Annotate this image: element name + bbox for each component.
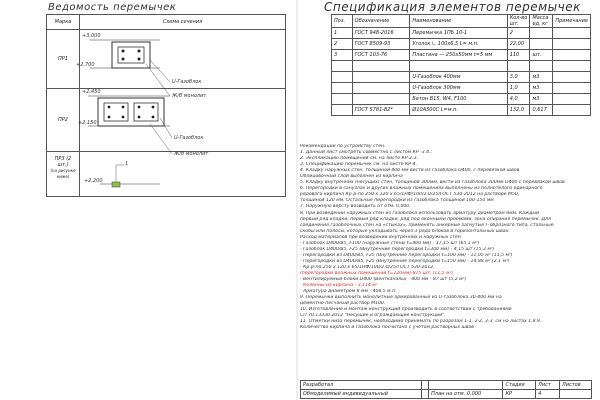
cell: [352, 72, 410, 83]
cell: [332, 61, 353, 72]
spec-row: [332, 39, 591, 50]
note-line: рядового кирпича Кр-р-по 250 х 120 х 65/1НФ/100/2,0/25/ГОСТ 530-2012 на растворе М50,: [300, 192, 520, 198]
cell: [553, 83, 591, 94]
note-line: 10. Изготовление и монтаж конструкций производить в соответствии с требованиями: [300, 307, 512, 313]
cell: м3: [530, 94, 553, 105]
spec-row: [332, 72, 591, 83]
note-line: 4. Кладку наружных стен, толщиной 400 мм вести из газоблока D400, с перевязкой швов.: [300, 168, 521, 174]
cell: 3: [332, 50, 353, 61]
cell: [553, 72, 591, 83]
cell: [422, 390, 429, 399]
note-line: скобы или полосы, которые укладывать через 3 ряда блоков в горизонтальных швах.: [300, 228, 510, 234]
cell: ГОСТ 103-76: [352, 50, 410, 61]
cell: Бетон В15, W4, F100: [410, 94, 507, 105]
note-line: 8. При возведении наружных стен из газоблока использовать арматуру диаметром 8мм. Каждый: [300, 210, 539, 216]
cell: [530, 61, 553, 72]
note-pr2-ublock: U-Газоблок: [174, 135, 204, 141]
cell: Пластина — 250х50мм t=5 мм: [410, 50, 507, 61]
cell: Перемычка 1ПБ 10-1: [410, 28, 507, 39]
note-line: Расход материалов при возведении внутренних и наружных стен: [300, 234, 461, 240]
note-line: - Перегородки из D400/В5, F25 (Внутренние перегородки t=150 мм) - 14,88 м² (2,1 м³): [300, 258, 510, 264]
cell: [553, 105, 591, 116]
note-pr2-monolith: Ж/б монолит: [174, 151, 209, 157]
spec-h-qty: Кол-во шт.: [507, 15, 530, 28]
cell: [352, 94, 410, 105]
spec-h-mass: Масса ед. кг: [530, 15, 553, 28]
cell: Уголок ∟ 100х6,5 L= м.п.: [410, 39, 507, 50]
spec-row: [332, 61, 591, 72]
col-mark: Марка: [47, 15, 80, 30]
spec-row: [332, 28, 591, 39]
note-line: СП 70.13330.2012 "Несущие и ограждающие конструкции".: [300, 313, 446, 319]
cell: U-Газоблок 300мм: [410, 83, 507, 94]
cell: Лист: [536, 381, 560, 390]
cell: [553, 94, 591, 105]
cell: [553, 28, 591, 39]
note-line: - Кр-р-по 250 х 120 х 65/1НФ/100/2,0/25/ГОСТ 530-2012,: [300, 264, 435, 270]
spec-h-name: Наименование: [410, 15, 507, 28]
cell: [410, 61, 507, 72]
cell: 4,0: [507, 94, 530, 105]
cell: шт.: [530, 50, 553, 61]
section-pr1: [90, 40, 170, 96]
level-pr1-bottom: +2,700: [76, 62, 95, 68]
cell: [559, 390, 591, 399]
spec-title: Спецификация элементов перемычек: [324, 0, 581, 14]
cell: [507, 61, 530, 72]
cell: [553, 61, 591, 72]
cell: Обмоделимый индивидуальный: [301, 390, 422, 399]
cell: [352, 61, 410, 72]
note-pr3-pos: 1: [125, 161, 129, 167]
cell: [332, 83, 353, 94]
section-pr2: [88, 96, 172, 154]
cell: 3,0: [507, 72, 530, 83]
cell: 132,0: [507, 105, 530, 116]
cell: [422, 381, 429, 390]
note-line: 6. Перегородки в санузлах и других влажных помещениях выполнены из полнотелого одинарного: [300, 186, 543, 192]
cell: ГОСТ 5781-82*: [352, 105, 410, 116]
note-line: Облицовочный слой выполнен из кирпича: [300, 174, 403, 180]
spec-h-note: Примечание: [553, 15, 591, 28]
cell: [352, 83, 410, 94]
cell: [332, 105, 353, 116]
mark-pr2: ПР2: [47, 89, 80, 152]
cell: м3: [530, 72, 553, 83]
cell: [332, 94, 353, 105]
cell: [553, 39, 591, 50]
cell: Ø10А500С L=м.п.: [410, 105, 507, 116]
level-pr3: +2,200: [84, 178, 103, 184]
note-line: - Арматура диаметром 8 мм - 408,5 м.п.: [300, 289, 397, 295]
note-line: 11. Отметки низа перемычек, необходимо принимать по разрезам 1-1, 2-2, 3-3, см на листах 1.8.9.: [300, 319, 542, 325]
note-line: 1. Данный лист смотреть совместно с листом КР -3.4.;: [300, 150, 433, 156]
cell: 1: [332, 28, 353, 39]
note-line: Количество кирпича и газоблока посчитано с учетом растворных швов: [300, 325, 474, 331]
cell: [530, 39, 553, 50]
note-line: цементно-песчаный раствор М100.: [300, 301, 386, 307]
spec-h-pos: Поз.: [332, 15, 353, 28]
cell: U-Газоблок 400мм: [410, 72, 507, 83]
mark-pr1: ПР1: [47, 30, 80, 89]
cell: [429, 381, 503, 390]
cell: 2: [332, 39, 353, 50]
note-line: первый ряд кладки, первый ряд кладки, ряд под оконными проемами, зона опирания перемычек. Для: [300, 216, 551, 222]
cell: 110: [507, 50, 530, 61]
note-line: 5. Кладку внутренних (несущих) стен, толщиной 300мм, вести из газоблока 300мм D400 с перевязкой швов.: [300, 180, 567, 186]
note-line: 7. Наружную версту возводить от отм. 0,000.: [300, 204, 411, 210]
spec-h-code: Обозначение: [352, 15, 410, 28]
cell: м3: [530, 83, 553, 94]
note-line: (перегородки влажных помещений t=120мм)-875 шт. (11,5 м²): [300, 270, 454, 276]
cell: Листов: [559, 381, 591, 390]
note-line: - Колонны из кирпича - 3,114 м³: [300, 283, 378, 289]
note-line: - Газоблок D400/В5, F25 (Внутренние перегородки t=300 мм) - 4,15 шт (15,3 м³): [300, 246, 495, 252]
col-scheme: Схема сечения: [80, 15, 286, 30]
level-pr2-top: +2,450: [82, 89, 101, 95]
construction-notes: [300, 144, 592, 331]
cell: [530, 28, 553, 39]
cell: ГОСТ 8509-93: [352, 39, 410, 50]
note-line: 3. Спецификацию перемычек см. на листе КР-4.: [300, 162, 418, 168]
cell: 22,00: [507, 39, 530, 50]
note-line: соединения газоблочных стен на «стыках», применять анкерные загнутые Г-образного типа, стальные: [300, 222, 554, 228]
level-pr1-top: +3,000: [82, 33, 101, 39]
cell: 0,617: [530, 105, 553, 116]
cell: 1,0: [507, 83, 530, 94]
cell: [553, 50, 591, 61]
note-line: 9. Перемычки выполнить монолитные армированные из U-газоблока 30-400 мм на: [300, 295, 502, 301]
cell: 4: [536, 390, 560, 399]
cell: КР: [503, 390, 536, 399]
level-pr2-bottom: +2,150: [78, 120, 97, 126]
note-line: 2. Экспликацию помещений см. на листе КР-2.3.: [300, 156, 419, 162]
cell: Стадия: [503, 381, 536, 390]
note-line: - Газоблок D400/В5, F100 (наружные стены t=400 мм) - 17,15 шт (65,1 м³): [300, 240, 480, 246]
lintel-schedule-title: Ведомость перемычек: [48, 2, 177, 13]
mark-pr3: ПР3 (2 шт.) (на рисунке ниже): [47, 152, 80, 197]
note-line: - Вентилируемый-блоки D400 (Вентканалы) - 400 мм - 87 шт (5,2 м³): [300, 277, 467, 283]
cell: ГОСТ 948-2016: [352, 28, 410, 39]
spec-table: [331, 14, 591, 116]
cell: Разработал: [301, 381, 422, 390]
cell: 2: [507, 28, 530, 39]
note-line: Рекомендации по устройству стен.: [300, 144, 386, 149]
note-pr1-monolith: Ж/б монолит: [172, 93, 207, 99]
note-line: - Перегородки из D400/В5, F25 (Внутренние перегородки t=100 мм) - 11,05 м² (11,5 м³): [300, 252, 513, 258]
cell: План на отм. 0.000: [429, 390, 503, 399]
spec-row: [332, 94, 591, 105]
section-pr3: [100, 165, 160, 187]
spec-row: [332, 105, 591, 116]
cell: [332, 72, 353, 83]
spec-row: [332, 83, 591, 94]
title-block: [300, 380, 592, 399]
note-line: толщиной 120 мм. Остальные перегородки из газоблока толщиной 100-150 мм: [300, 198, 494, 204]
note-pr1-ublock: U-Газоблок: [172, 79, 202, 85]
spec-row: [332, 50, 591, 61]
